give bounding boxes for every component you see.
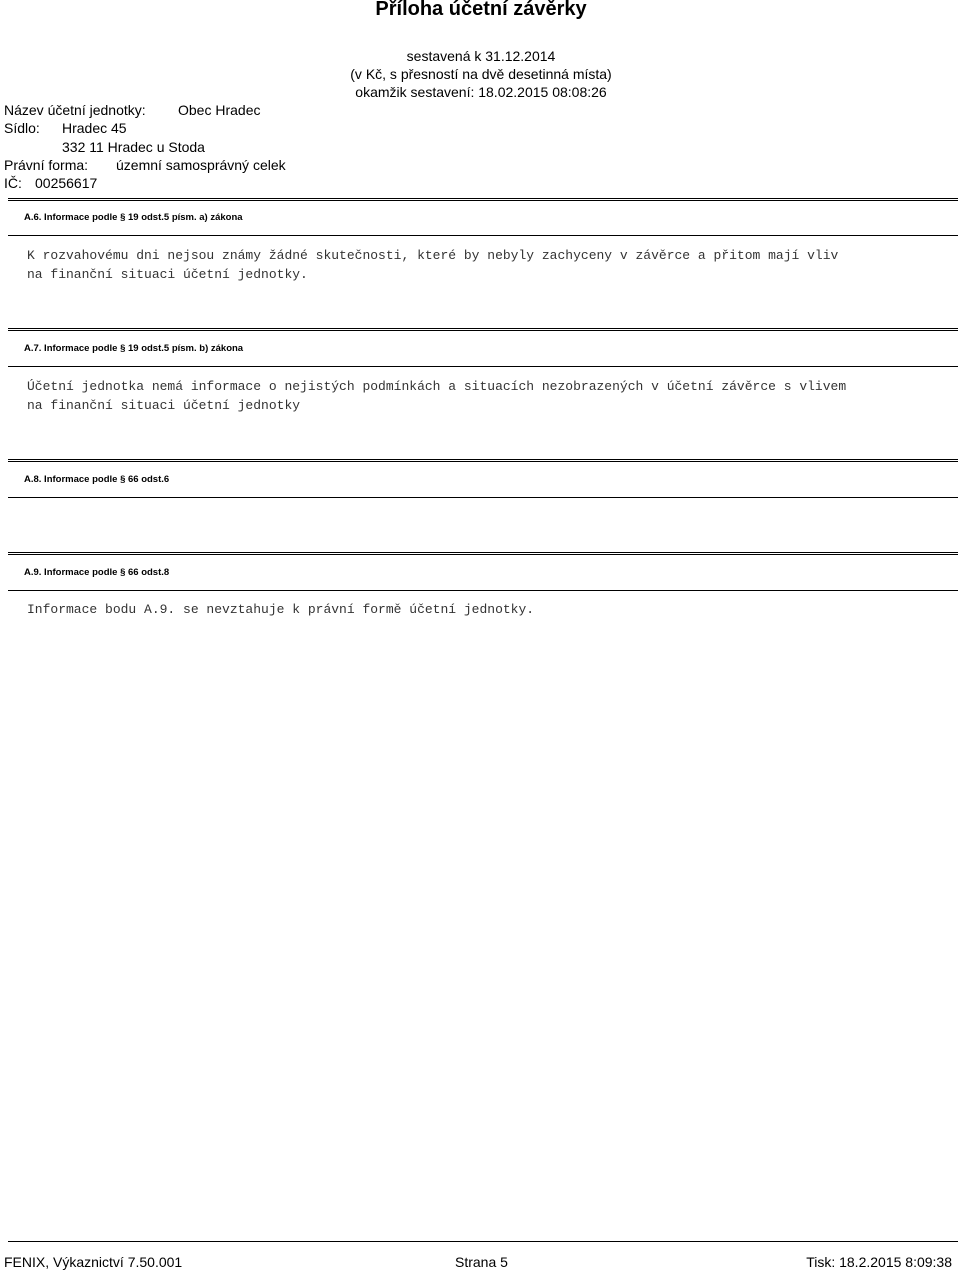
section-a7-line-1: Účetní jednotka nemá informace o nejistých podmínkách a situacích nezobrazených v účetní závěrce s vlivem (27, 379, 847, 394)
entity-seat-line1: Hradec 45 (62, 120, 127, 136)
section-divider (8, 235, 958, 236)
section-a6-line-1: K rozvahovému dni nejsou známy žádné skutečnosti, které by nebyly zachyceny v závěrce a přitom mají vliv (27, 248, 839, 263)
footer-software: FENIX, Výkaznictví 7.50.001 (4, 1254, 183, 1270)
section-divider (8, 590, 958, 591)
compile-timestamp: okamžik sestavení: 18.02.2015 08:08:26 (355, 84, 607, 100)
section-divider (8, 366, 958, 367)
section-a9-heading: A.9. Informace podle § 66 odst.8 (24, 567, 170, 578)
entity-ico-label: IČ: (4, 175, 22, 191)
units-note: (v Kč, s přesností na dvě desetinná místa) (350, 66, 612, 82)
footer-page-number: Strana 5 (455, 1254, 508, 1270)
entity-seat-label: Sídlo: (4, 120, 40, 136)
section-a7-heading: A.7. Informace podle § 19 odst.5 písm. b) zákona (24, 343, 244, 354)
report-title: Příloha účetní závěrky (375, 0, 587, 20)
section-separator (8, 459, 958, 462)
section-a6-line-2: na finanční situaci účetní jednotky. (27, 267, 308, 282)
entity-ico-value: 00256617 (35, 175, 98, 191)
section-separator (8, 552, 958, 555)
section-divider (8, 497, 958, 498)
footer-rule (8, 1241, 958, 1242)
entity-seat-line2: 332 11 Hradec u Stoda (62, 139, 205, 155)
section-separator (8, 328, 958, 331)
entity-name-value: Obec Hradec (178, 102, 261, 118)
entity-form-label: Právní forma: (4, 157, 89, 173)
section-a8-heading: A.8. Informace podle § 66 odst.6 (24, 474, 170, 485)
compiled-date: sestavená k 31.12.2014 (406, 48, 556, 64)
entity-form-value: územní samosprávný celek (116, 157, 286, 173)
section-a9-line-1: Informace bodu A.9. se nevztahuje k právní formě účetní jednotky. (27, 602, 535, 617)
entity-name-label: Název účetní jednotky: (4, 102, 146, 118)
section-separator (8, 198, 958, 201)
section-a6-heading: A.6. Informace podle § 19 odst.5 písm. a) zákona (24, 212, 243, 223)
section-a7-line-2: na finanční situaci účetní jednotky (27, 398, 301, 413)
footer-print-time: Tisk: 18.2.2015 8:09:38 (806, 1254, 952, 1270)
